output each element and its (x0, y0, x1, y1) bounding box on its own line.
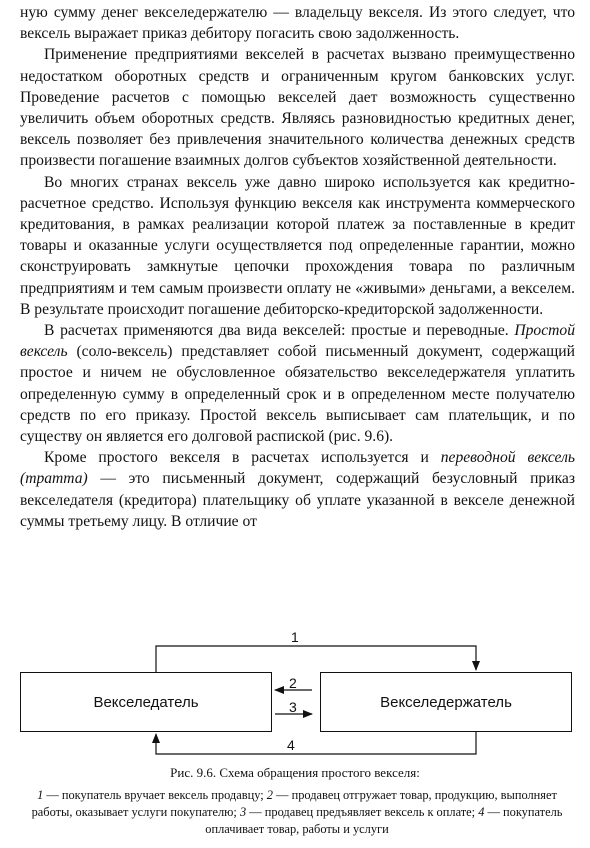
paragraph-text: (соло-вексель) представляет собой письменный документ, содержащий простое и ничем не обусловленное обязательство векселедержателя уплатить определенную сумму в определенный срок и в определенном месте получателю средств по его приказу. Простой вексель выписывает сам плательщик, и по существу он является его долговой распиской (рис. 9.6). (20, 343, 575, 446)
paragraph (20, 320, 575, 447)
legend-text: — продавец отгружает товар, продукцию, выполняет работы, оказывает услуги покупателю; (31, 788, 557, 819)
body-text (20, 2, 575, 532)
figure-legend (22, 787, 572, 838)
legend-num: 3 (239, 805, 247, 819)
arrow-1-label: 1 (291, 629, 299, 645)
paragraph-text: Во многих странах вексель уже давно широко используется как кредитно-расчетное средство. Используя функцию векселя как инструмента коммерческого кредитования, в рамках реализации которой платеж за поставленные в кредит товары и оказанные услуги осуществляется под определенные гарантии, можно сконструировать замкнутые цепочки прохождения товара по различным предприятиям и тем самым произвести оплату не «живыми» деньгами, а векселем. В результате происходит погашение дебиторско-кредиторской задолженности. (20, 173, 575, 318)
holder-box (320, 672, 572, 732)
holder-label: Векселедержатель (380, 693, 512, 711)
arrow-2-label: 2 (289, 675, 297, 691)
paragraph-text: Кроме простого векселя в расчетах используется и (44, 449, 441, 467)
bill-circulation-diagram (0, 624, 590, 774)
arrow-1 (156, 646, 476, 672)
arrow-3-label: 3 (289, 699, 297, 715)
term-simple-bill: Простой вексель (20, 322, 575, 361)
term-draft-bill: переводной вексель (тратта) (20, 449, 575, 488)
drawer-label: Векселедатель (93, 693, 199, 711)
paragraph-text: ную сумму денег векселедержателю — владельцу векселя. Из этого следует, что вексель выражает приказ дебитору погасить свою задолженность. (20, 4, 575, 43)
drawer-box (20, 672, 272, 732)
paragraph (20, 44, 575, 171)
arrow-4 (156, 732, 476, 754)
paragraph (20, 2, 575, 44)
legend-text: — продавец предъявляет вексель к оплате; (246, 805, 479, 819)
paragraph-text: — это письменный документ, содержащий безусловный приказ векселедателя (кредитора) плательщику об уплате указанной в векселе денежной суммы третьему лицу. В отличие от (20, 470, 575, 530)
paragraph (20, 447, 575, 532)
arrow-4-label: 4 (287, 737, 295, 753)
paragraph-text: В расчетах применяются два вида векселей: простые и переводные. (44, 322, 515, 340)
paragraph (20, 172, 575, 320)
paragraph-text: Применение предприятиями векселей в расчетах вызвано преимущественно недостатком оборотных средств и ограниченным кругом банковских услуг. Проведение расчетов с помощью векселей дает возможность существенно увеличить объем оборотных средств. Являясь разновидностью кредитных денег, вексель позволяет без привлечения значительного количества денежных средств произвести погашение взаимных долгов субъектов хозяйственной деятельности. (20, 46, 575, 170)
legend-text: — покупатель оплачивает товар, работы и услуги (205, 805, 563, 836)
legend-num: 4 (478, 805, 485, 819)
figure-caption: Рис. 9.6. Схема обращения простого векселя: (170, 765, 420, 780)
legend-text: — покупатель вручает вексель продавцу; (43, 788, 267, 802)
legend-num: 1 (37, 788, 44, 802)
legend-num: 2 (266, 788, 273, 802)
